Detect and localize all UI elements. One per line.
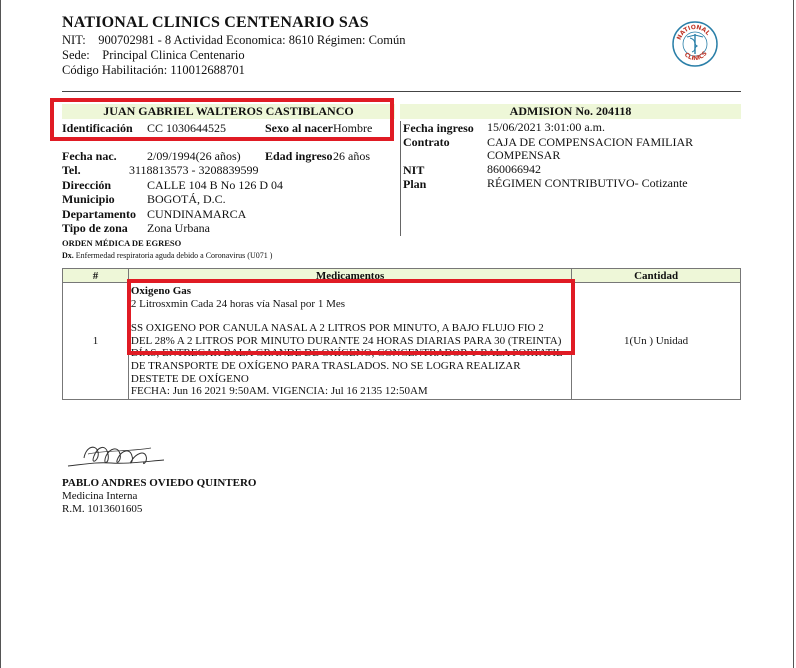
col-header-medications: Medicamentos [128, 269, 571, 283]
medication-line: SS OXIGENO POR CANULA NASAL A 2 LITROS POR MINUTO, A BAJO FLUJO FIO 2 [130, 322, 544, 335]
address-label: Dirección [62, 178, 112, 192]
city-label: Municipio [62, 192, 115, 206]
age-value: 26 años [333, 149, 370, 163]
contract-line1: CAJA DE COMPENSACION FAMILIAR [487, 135, 694, 149]
svg-text:CLINICS: CLINICS [682, 50, 709, 63]
id-value: CC 1030644525 [147, 121, 227, 135]
id-label: Identificación [62, 121, 133, 135]
sex-value: Hombre [333, 121, 373, 135]
zone-value: Zona Urbana [147, 221, 210, 235]
col-header-quantity: Cantidad [572, 269, 741, 283]
city-value: BOGOTÁ, D.C. [147, 192, 226, 206]
company-nit: NIT: 900702981 - 8 Actividad Economica: 8610 Régimen: Común [62, 33, 406, 47]
doctor-rm: R.M. 1013601605 [62, 503, 143, 515]
sex-label: Sexo al nacer [265, 121, 333, 135]
admission-nit-label: NIT [403, 163, 425, 177]
dept-label: Departamento [62, 207, 136, 221]
doctor-specialty: Medicina Interna [62, 490, 138, 502]
signature-icon [66, 436, 166, 476]
company-habilitacion: Código Habilitación: 110012688701 [62, 63, 245, 77]
clinic-logo-icon [671, 20, 719, 68]
zone-label: Tipo de zona [62, 221, 128, 235]
doctor-name: PABLO ANDRES OVIEDO QUINTERO [62, 477, 257, 489]
age-label: Edad ingreso [265, 149, 333, 163]
plan-label: Plan [403, 177, 427, 191]
medication-dose: 2 Litrosxmin Cada 24 horas vía Nasal por 1 Mes [130, 297, 346, 310]
highlight-box-patient [50, 98, 394, 141]
admission-date-label: Fecha ingreso [403, 121, 474, 135]
col-header-number: # [63, 269, 129, 283]
plan-value: RÉGIMEN CONTRIBUTIVO- Cotizante [487, 176, 688, 190]
contract-line2: COMPENSAR [487, 148, 561, 162]
diagnosis: Dx. Enfermedad respiratoria aguda debido a Coronavirus (U071 ) [62, 251, 273, 260]
column-divider [400, 121, 401, 236]
admission-number: ADMISION No. 204118 [509, 104, 632, 118]
medication-line: DÍAS, ENTREGAR BALA GRANDE DE OXÍGENO, CONCENTRADOR Y BALA PORTATIL [130, 347, 563, 360]
tel-value: 3118813573 - 3208839599 [129, 163, 259, 177]
medication-line: DESTETE DE OXÍGENO [130, 372, 249, 385]
company-sede: Sede: Principal Clinica Centenario [62, 48, 245, 62]
company-name: NATIONAL CLINICS CENTENARIO SAS [62, 14, 369, 31]
header-separator [62, 91, 741, 92]
medication-line: DE TRANSPORTE DE OXÍGENO PARA TRASLADOS. NO SE LOGRA REALIZAR [130, 359, 521, 372]
address-value: CALLE 104 B No 126 D 04 [147, 178, 283, 192]
medication-validity: FECHA: Jun 16 2021 9:50AM. VIGENCIA: Jul 16 2135 12:50AM [130, 385, 428, 398]
medication-name: Oxigeno Gas [130, 285, 192, 297]
quantity-cell: 1(Un ) Unidad [572, 283, 741, 400]
highlight-box-medication [127, 279, 575, 355]
admission-nit-value: 860066942 [487, 162, 541, 176]
contract-label: Contrato [403, 135, 450, 149]
row-number: 1 [63, 283, 129, 400]
svg-text:NATIONAL: NATIONAL [675, 23, 712, 42]
tel-label: Tel. [62, 163, 81, 177]
order-title: ORDEN MÉDICA DE EGRESO [62, 238, 182, 248]
birth-label: Fecha nac. [62, 149, 117, 163]
patient-name: JUAN GABRIEL WALTEROS CASTIBLANCO [103, 104, 354, 118]
dept-value: CUNDINAMARCA [147, 207, 247, 221]
birth-value: 2/09/1994(26 años) [147, 149, 241, 163]
medication-line: DEL 28% A 2 LITROS POR MINUTO DURANTE 24 HORAS DIARIAS PARA 30 (TREINTA) [130, 334, 562, 347]
admission-date-value: 15/06/2021 3:01:00 a.m. [487, 120, 605, 134]
